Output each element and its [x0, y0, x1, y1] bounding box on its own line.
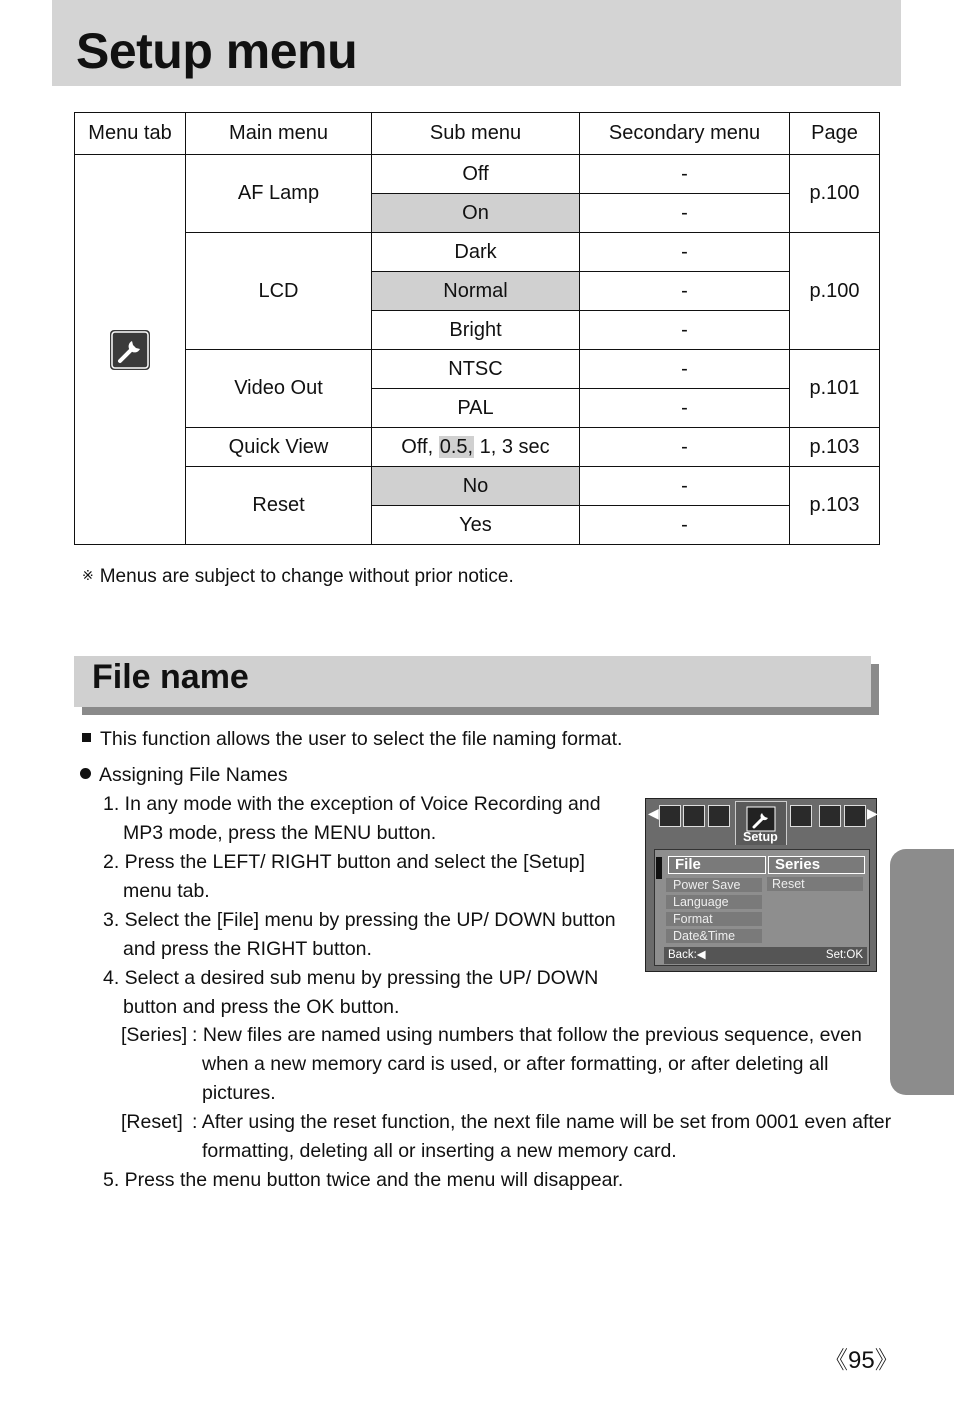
table-row [75, 155, 880, 194]
menu-item-format: Format [666, 912, 762, 926]
series-desc [192, 1021, 892, 1108]
secondary-cell: - [580, 389, 790, 428]
secondary-cell: - [580, 428, 790, 467]
square-bullet-icon [82, 733, 91, 742]
camera-mode-icon [659, 805, 681, 827]
step-line: 2. Press the LEFT/ RIGHT button and select the [Setup] [103, 851, 585, 873]
image-size-icon [683, 805, 705, 827]
secondary-cell: - [580, 311, 790, 350]
intro-text: This function allows the user to select the file naming format. [100, 728, 623, 750]
wrench-icon [110, 330, 150, 370]
main-quick-view: Quick View [186, 428, 372, 467]
desc-line: : After using the reset function, the next file name will be set from 0001 even after [192, 1111, 892, 1133]
menu-item-language: Language [666, 895, 762, 909]
sub-default: 0.5, [439, 435, 474, 458]
reset-label: [Reset] [121, 1111, 183, 1133]
arrow-right-icon: ▶ [867, 805, 878, 821]
desc-line: when a new memory card is used, or after formatting, or after deleting all [202, 1053, 829, 1075]
secondary-cell: - [580, 467, 790, 506]
desc-line: : New files are named using numbers that follow the previous sequence, even [192, 1024, 862, 1046]
series-label: [Series] [121, 1024, 188, 1046]
setup-tab-label: Setup [743, 830, 778, 844]
sub-cell: Bright [372, 311, 580, 350]
menu-item-power-save: Power Save [666, 878, 762, 892]
table-row [75, 428, 880, 467]
header-main-menu: Main menu [186, 113, 372, 155]
intro-line [82, 725, 622, 754]
step-line: and press the RIGHT button. [123, 938, 372, 960]
table-row [75, 350, 880, 389]
person-icon [790, 805, 812, 827]
sub-cell: NTSC [372, 350, 580, 389]
setup-menu-table [74, 112, 880, 545]
page-cell: p.100 [790, 233, 880, 350]
series-option-head: Series [768, 856, 865, 874]
step-line: 4. Select a desired sub menu by pressing the UP/ DOWN [103, 967, 599, 989]
sound-icon [819, 805, 841, 827]
back-label: Back: [668, 949, 697, 961]
page-cell: p.103 [790, 428, 880, 467]
main-video-out: Video Out [186, 350, 372, 428]
file-menu-head: File [668, 856, 766, 874]
step-5: 5. Press the menu button twice and the menu will disappear. [103, 1169, 624, 1191]
main-af-lamp: AF Lamp [186, 155, 372, 233]
setup-tab-selected [735, 801, 787, 845]
assign-heading [80, 761, 288, 790]
header-secondary-menu: Secondary menu [580, 113, 790, 155]
sub-post: 1, 3 sec [474, 435, 550, 458]
assign-heading-text: Assigning File Names [99, 764, 288, 786]
page-cell: p.100 [790, 155, 880, 233]
step-line: menu tab. [123, 880, 210, 902]
sub-cell: Off [372, 155, 580, 194]
menu-tab-cell [75, 155, 186, 545]
table-row [75, 233, 880, 272]
step-1 [103, 790, 623, 848]
step-line: 1. In any mode with the exception of Voice Recording and [103, 793, 601, 815]
page-cell: p.103 [790, 467, 880, 545]
sub-cell: Dark [372, 233, 580, 272]
main-lcd: LCD [186, 233, 372, 350]
step-line: MP3 mode, press the MENU button. [123, 822, 437, 844]
desc-line: pictures. [202, 1082, 276, 1104]
sub-cell: PAL [372, 389, 580, 428]
secondary-cell: - [580, 506, 790, 545]
sub-cell-default: On [372, 194, 580, 233]
steps-list [103, 790, 623, 1022]
page-number: 《95》 [824, 1347, 899, 1374]
secondary-cell: - [580, 194, 790, 233]
menu-item-date-time: Date&Time [666, 929, 762, 943]
sub-cell-default: Normal [372, 272, 580, 311]
set-label: Set:OK [825, 949, 863, 961]
sub-cell: Yes [372, 506, 580, 545]
table-header-row [75, 113, 880, 155]
header-page: Page [790, 113, 880, 155]
secondary-cell: - [580, 272, 790, 311]
scroll-marker [656, 857, 662, 879]
step-2 [103, 848, 623, 906]
main-reset: Reset [186, 467, 372, 545]
sub-cell-default: No [372, 467, 580, 506]
option-reset: Reset [767, 877, 863, 891]
sub-cell-quick-view [372, 428, 580, 467]
sub-pre: Off, [401, 435, 439, 458]
reset-desc [192, 1108, 892, 1166]
screen-footer [664, 947, 867, 964]
desc-line: formatting, deleting all or inserting a new memory card. [202, 1140, 677, 1162]
arrow-left-icon: ◀ [648, 805, 659, 821]
quality-icon [708, 805, 730, 827]
note-mark: ※ [82, 567, 94, 583]
header-menu-tab: Menu tab [75, 113, 186, 155]
side-index-tab [890, 849, 954, 1095]
key-icon [844, 805, 866, 827]
secondary-cell: - [580, 233, 790, 272]
step-line: button and press the OK button. [123, 996, 400, 1018]
page-cell: p.101 [790, 350, 880, 428]
camera-menu-screen [645, 798, 877, 972]
change-notice [82, 566, 514, 588]
page-title: Setup menu [76, 23, 358, 79]
secondary-cell: - [580, 350, 790, 389]
step-line: 3. Select the [File] menu by pressing the UP/ DOWN button [103, 909, 616, 931]
section-title: File name [92, 658, 249, 696]
table-row [75, 467, 880, 506]
back-arrow-icon: ◀ [696, 949, 706, 961]
note-text: Menus are subject to change without prior notice. [99, 566, 514, 587]
secondary-cell: - [580, 155, 790, 194]
circle-bullet-icon [80, 768, 91, 779]
header-sub-menu: Sub menu [372, 113, 580, 155]
step-4 [103, 964, 623, 1022]
step-3 [103, 906, 623, 964]
